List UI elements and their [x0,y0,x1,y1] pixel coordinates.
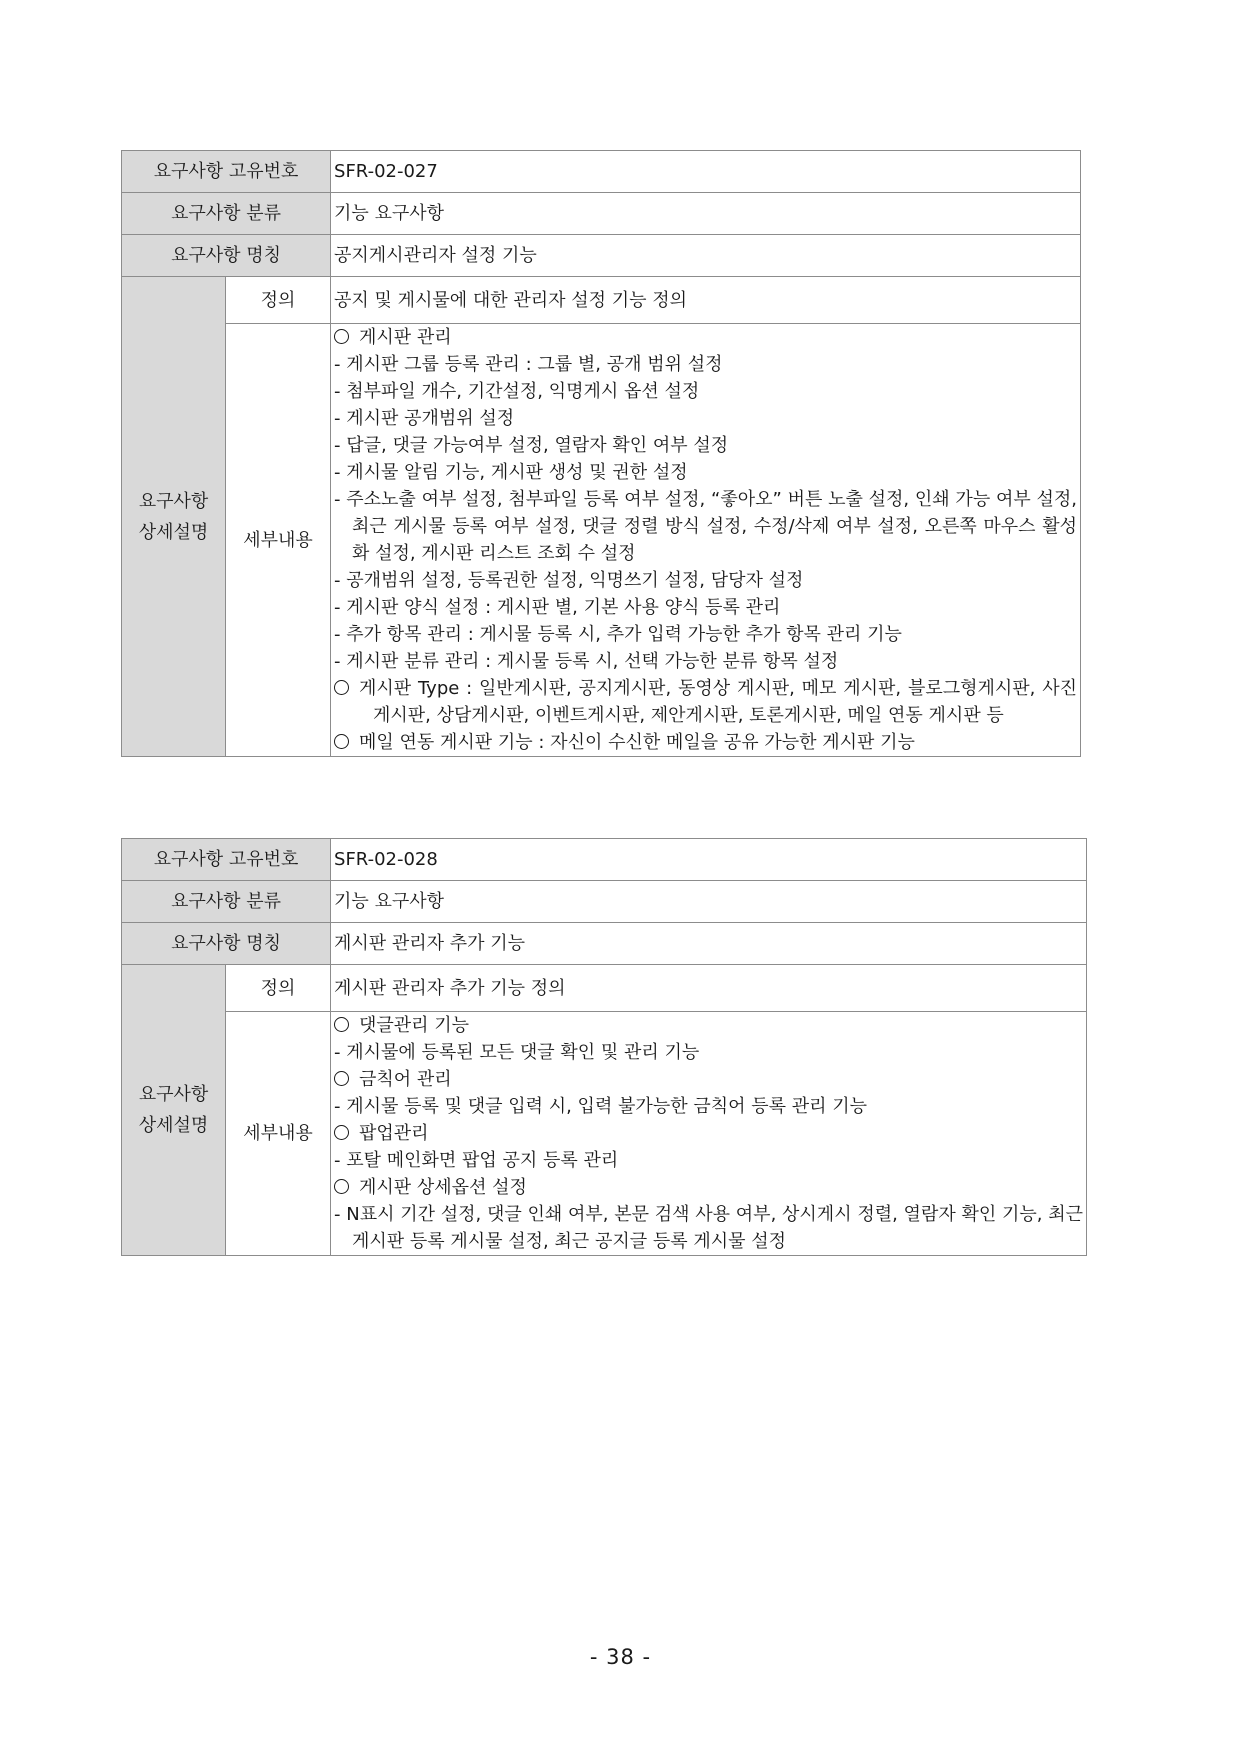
detail-line: 게시판 Type : 일반게시판, 공지게시판, 동영상 게시판, 메모 게시판, 블로그형게시판, 사진게시판, 상담게시판, 이벤트게시판, 제안게시판, 토론게시판, 메일 연동 게시판 등 [334,675,1077,729]
name-label: 요구사항 명칭 [122,235,331,277]
requirement-id: SFR-02-027 [331,151,1081,193]
requirement-details [331,1012,1087,1256]
definition-label: 정의 [226,965,331,1012]
id-label: 요구사항 고유번호 [122,151,331,193]
detail-line: - N표시 기간 설정, 댓글 인쇄 여부, 본문 검색 사용 여부, 상시게시 정렬, 열람자 확인 기능, 최근 게시판 등록 게시물 설정, 최근 공지글 등록 게시물 설정 [334,1204,1083,1252]
requirement-definition: 공지 및 게시물에 대한 관리자 설정 기능 정의 [331,277,1081,324]
circle-bullet-icon [334,1017,349,1032]
circle-bullet-icon [334,1125,349,1140]
requirement-table [121,838,1087,1256]
detail-line: - 주소노출 여부 설정, 첨부파일 등록 여부 설정, “좋아오” 버튼 노출 설정, 인쇄 가능 여부 설정, 최근 게시물 등록 여부 설정, 댓글 정렬 방식 설정, 수정/삭제 여부 설정, 오른쪽 마우스 활성화 설정, 게시판 리스트 조회 수 설정 [334,489,1077,564]
detail-line: 게시판 관리 [334,324,1077,351]
definition-label: 정의 [226,277,331,324]
detail-line: - 게시판 분류 관리 : 게시물 등록 시, 선택 가능한 분류 항목 설정 [334,651,839,672]
detail-line: - 추가 항목 관리 : 게시물 등록 시, 추가 입력 가능한 추가 항목 관리 기능 [334,624,902,645]
detail-group-label: 요구사항 상세설명 [122,277,226,757]
detail-line: 게시판 상세옵션 설정 [334,1174,1083,1201]
detail-line: - 답글, 댓글 가능여부 설정, 열람자 확인 여부 설정 [334,435,729,456]
details-label: 세부내용 [226,324,331,757]
requirement-table [121,150,1081,757]
detail-line: - 게시물에 등록된 모든 댓글 확인 및 관리 기능 [334,1042,700,1063]
detail-line: 팝업관리 [334,1120,1083,1147]
requirement-name: 공지게시관리자 설정 기능 [331,235,1081,277]
detail-line: - 첨부파일 개수, 기간설정, 익명게시 옵션 설정 [334,381,700,402]
requirement-details [331,324,1081,757]
detail-line: - 공개범위 설정, 등록권한 설정, 익명쓰기 설정, 담당자 설정 [334,570,804,591]
category-label: 요구사항 분류 [122,193,331,235]
detail-line: 메일 연동 게시판 기능 : 자신이 수신한 메일을 공유 가능한 게시판 기능 [334,729,1077,756]
requirement-category: 기능 요구사항 [331,193,1081,235]
detail-line: - 게시물 등록 및 댓글 입력 시, 입력 불가능한 금칙어 등록 관리 기능 [334,1096,867,1117]
id-label: 요구사항 고유번호 [122,839,331,881]
detail-line: 금칙어 관리 [334,1066,1083,1093]
requirement-name: 게시판 관리자 추가 기능 [331,923,1087,965]
circle-bullet-icon [334,1071,349,1086]
requirement-definition: 게시판 관리자 추가 기능 정의 [331,965,1087,1012]
detail-line: - 포탈 메인화면 팝업 공지 등록 관리 [334,1150,619,1171]
requirement-category: 기능 요구사항 [331,881,1087,923]
detail-line: - 게시판 양식 설정 : 게시판 별, 기본 사용 양식 등록 관리 [334,597,781,618]
circle-bullet-icon [334,680,349,695]
detail-line: - 게시판 공개범위 설정 [334,408,515,429]
detail-line: 댓글관리 기능 [334,1012,1083,1039]
circle-bullet-icon [334,329,349,344]
category-label: 요구사항 분류 [122,881,331,923]
detail-line: - 게시물 알림 기능, 게시판 생성 및 권한 설정 [334,462,688,483]
requirement-id: SFR-02-028 [331,839,1087,881]
circle-bullet-icon [334,1179,349,1194]
detail-line: - 게시판 그룹 등록 관리 : 그룹 별, 공개 범위 설정 [334,354,723,375]
detail-group-label: 요구사항 상세설명 [122,965,226,1256]
details-label: 세부내용 [226,1012,331,1256]
name-label: 요구사항 명칭 [122,923,331,965]
circle-bullet-icon [334,734,349,749]
page-number: - 38 - [589,1645,652,1669]
